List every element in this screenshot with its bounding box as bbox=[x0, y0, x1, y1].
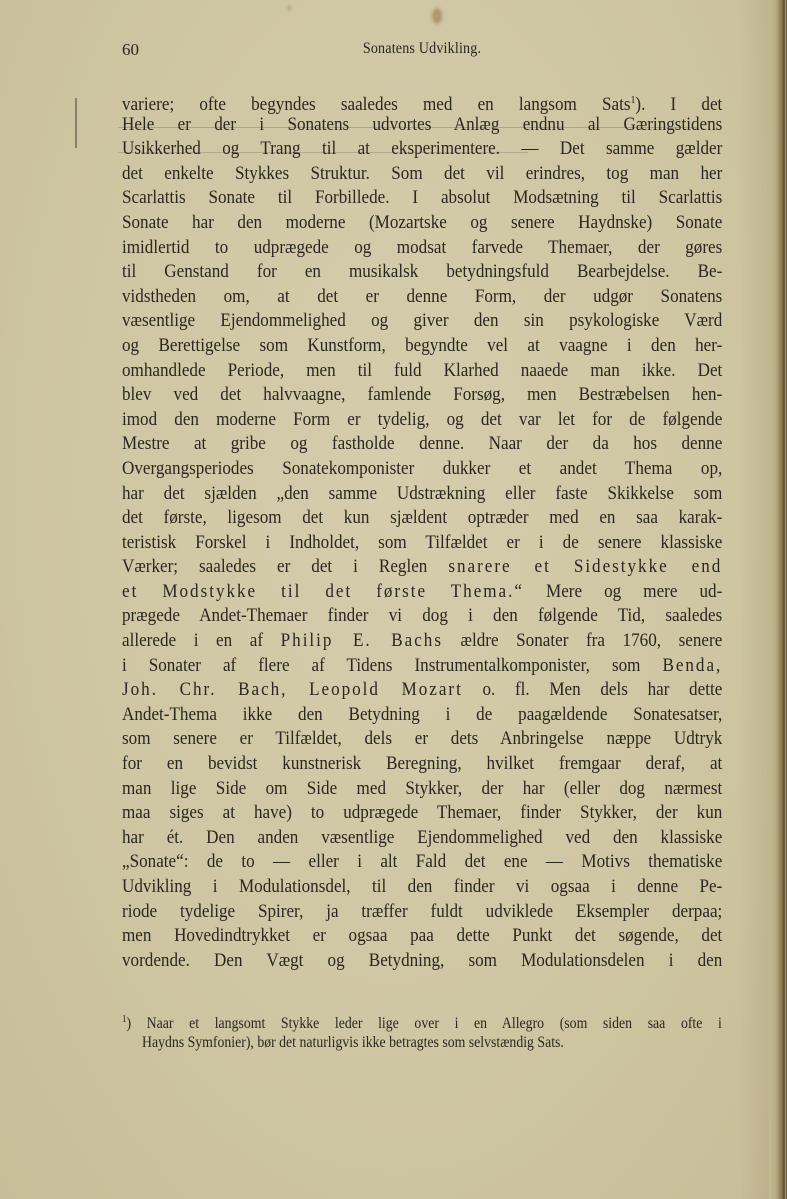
text-line bbox=[122, 801, 722, 826]
text-segment: Usikkerhed og Trang til at eksperimentere. — Det samme gælder bbox=[122, 138, 723, 160]
text-line bbox=[122, 260, 722, 285]
text-line bbox=[122, 236, 722, 261]
text-line bbox=[122, 285, 722, 310]
text-segment: Udvikling i Modulationsdel, til den finder vi ogsaa i denne Pe- bbox=[122, 876, 723, 897]
text-segment: o. fl. Men dels har dette bbox=[462, 679, 723, 701]
pencil-margin-mark bbox=[75, 98, 77, 148]
text-segment: vidstheden om, at det er denne Form, der udgør Sonatens bbox=[122, 285, 723, 307]
text-segment: variere; ofte begyndes saaledes med en langsom Sats bbox=[122, 94, 631, 115]
text-segment: allerede i en af bbox=[122, 630, 281, 652]
text-segment: Andet-Thema ikke den Betydning i de paagældende Sonatesatser, bbox=[122, 703, 723, 725]
text-segment: omhandlede Periode, men til fuld Klarhed naaede man ikke. Det bbox=[122, 359, 723, 381]
text-segment: imod den moderne Form er tydelig, og det var let for de følgende bbox=[122, 408, 723, 430]
footnote bbox=[122, 1008, 722, 1054]
text-segment: som senere er Tilfældet, dels er dets Anbringelse næppe Udtryk bbox=[122, 728, 723, 750]
text-line bbox=[122, 359, 722, 384]
text-segment: „Sonate“: de to — eller i alt Fald det ene — Motivs thematiske bbox=[122, 851, 723, 873]
text-line bbox=[122, 654, 722, 679]
text-line bbox=[122, 531, 722, 556]
text-segment: Mere og mere ud- bbox=[523, 580, 723, 602]
text-line bbox=[122, 949, 722, 974]
text-line bbox=[122, 482, 722, 507]
text-line bbox=[122, 408, 722, 433]
text-line bbox=[122, 752, 722, 777]
text-segment: og Berettigelse som Kunstform, begyndte vel at vaagne i den her- bbox=[122, 334, 723, 356]
binding-shadow bbox=[739, 0, 769, 1199]
footnote-reference: 1 bbox=[630, 94, 636, 106]
text-segment: ældre Sonater fra 1760, senere bbox=[442, 630, 723, 652]
text-segment: imidlertid to udprægede og modsat farvede Themaer, der gøres bbox=[122, 236, 723, 258]
text-line bbox=[122, 900, 722, 925]
body-text bbox=[122, 88, 722, 973]
text-line bbox=[122, 309, 722, 334]
text-line bbox=[122, 457, 722, 482]
text-segment: for en bevidst kunstnerisk Beregning, hvilket fremgaar deraf, at bbox=[122, 753, 723, 775]
text-segment: til Genstand for en musikalsk betydningsfuld Bearbejdelse. Be- bbox=[122, 261, 723, 283]
text-line bbox=[122, 432, 722, 457]
emphasized-text: Benda, bbox=[662, 654, 723, 676]
emphasized-text: Joh. Chr. Bach, Leopold Mozart bbox=[122, 679, 463, 701]
text-segment: Værker; saaledes er det i Reglen bbox=[122, 556, 449, 578]
text-line bbox=[122, 924, 722, 949]
text-line bbox=[122, 703, 722, 728]
footnote-line bbox=[142, 1031, 722, 1054]
text-line bbox=[122, 629, 722, 654]
ink-stain bbox=[432, 8, 442, 24]
text-segment: vordende. Den Vægt og Betydning, som Modulationsdelen i den bbox=[122, 949, 723, 971]
text-line bbox=[122, 506, 722, 531]
text-segment: prægede Andet-Themaer finder vi dog i den følgende Tid, saaledes bbox=[122, 605, 723, 627]
footnote-text: ) Naar et langsomt Stykke leder lige over i en Allegro (som siden saa ofte i bbox=[126, 1015, 722, 1032]
emphasized-text: et Modstykke til det første Thema.“ bbox=[122, 580, 524, 602]
text-segment: Overgangsperiodes Sonatekomponister dukker et andet Thema op, bbox=[122, 457, 723, 479]
emphasized-text: Philip E. Bachs bbox=[280, 630, 443, 652]
text-line bbox=[122, 137, 722, 162]
text-line bbox=[122, 162, 722, 187]
text-line bbox=[122, 875, 722, 900]
text-line bbox=[122, 580, 722, 605]
footnote-marker: 1 bbox=[122, 1014, 127, 1025]
text-segment: det enkelte Stykkes Struktur. Som det vil erindres, tog man her bbox=[122, 162, 723, 184]
text-segment: blev ved det halvvaagne, famlende Forsøg, men Bestræbelsen hen- bbox=[122, 384, 723, 406]
text-line bbox=[122, 678, 722, 703]
text-segment: man lige Side om Side med Stykker, der har (eller dog nærmest bbox=[122, 777, 723, 799]
text-segment: Sonate har den moderne (Mozartske og senere Haydnske) Sonate bbox=[122, 211, 723, 233]
running-head bbox=[122, 40, 722, 64]
text-segment: i Sonater af flere af Tidens Instrumentalkomponister, som bbox=[122, 654, 663, 676]
page-number: 60 bbox=[122, 40, 139, 59]
text-line bbox=[122, 826, 722, 851]
text-line bbox=[122, 850, 722, 875]
text-segment: væsentlige Ejendommelighed og giver den sin psykologiske Værd bbox=[122, 310, 723, 332]
emphasized-text: snarere et Sidestykke end bbox=[448, 556, 723, 578]
footnote-text: Haydns Symfonier), bør det naturligvis ikke betragtes som selvstændig Sats. bbox=[142, 1034, 564, 1051]
text-segment: det første, ligesom det kun sjældent optræder med en saa karak- bbox=[122, 507, 723, 529]
text-segment: har ét. Den anden væsentlige Ejendommelighed ved den klassiske bbox=[122, 826, 723, 848]
text-line bbox=[122, 334, 722, 359]
text-line bbox=[122, 88, 722, 113]
ink-spot bbox=[287, 5, 291, 11]
text-segment: men Hovedindtrykket er ogsaa paa dette Punkt det søgende, det bbox=[122, 925, 723, 947]
text-segment: har det sjælden „den samme Udstrækning eller faste Skikkelse som bbox=[122, 482, 723, 504]
text-line bbox=[122, 727, 722, 752]
text-line bbox=[122, 383, 722, 408]
text-segment: Hele er der i Sonatens udvortes Anlæg endnu al Gæringstidens bbox=[122, 113, 723, 135]
text-line bbox=[122, 186, 722, 211]
text-line bbox=[122, 604, 722, 629]
text-segment: teristisk Forskel i Indholdet, som Tilfældet er i de senere klassiske bbox=[122, 531, 723, 553]
text-line bbox=[122, 777, 722, 802]
text-segment: Mestre at gribe og fastholde denne. Naar der da hos denne bbox=[122, 433, 723, 455]
text-segment: Scarlattis Sonate til Forbillede. I absolut Modsætning til Scarlattis bbox=[122, 187, 723, 209]
text-segment: ). I det bbox=[635, 94, 723, 115]
text-line bbox=[122, 211, 722, 236]
book-binding-edge bbox=[769, 0, 787, 1199]
text-line bbox=[122, 555, 722, 580]
running-title: Sonatens Udvikling. bbox=[362, 40, 482, 57]
text-segment: maa siges at have) to udprægede Themaer, finder Stykker, der kun bbox=[122, 802, 723, 824]
footnote-line bbox=[122, 1008, 722, 1031]
text-line bbox=[122, 113, 722, 138]
text-segment: riode tydelige Spirer, ja træffer fuldt udviklede Eksempler derpaa; bbox=[122, 900, 723, 922]
